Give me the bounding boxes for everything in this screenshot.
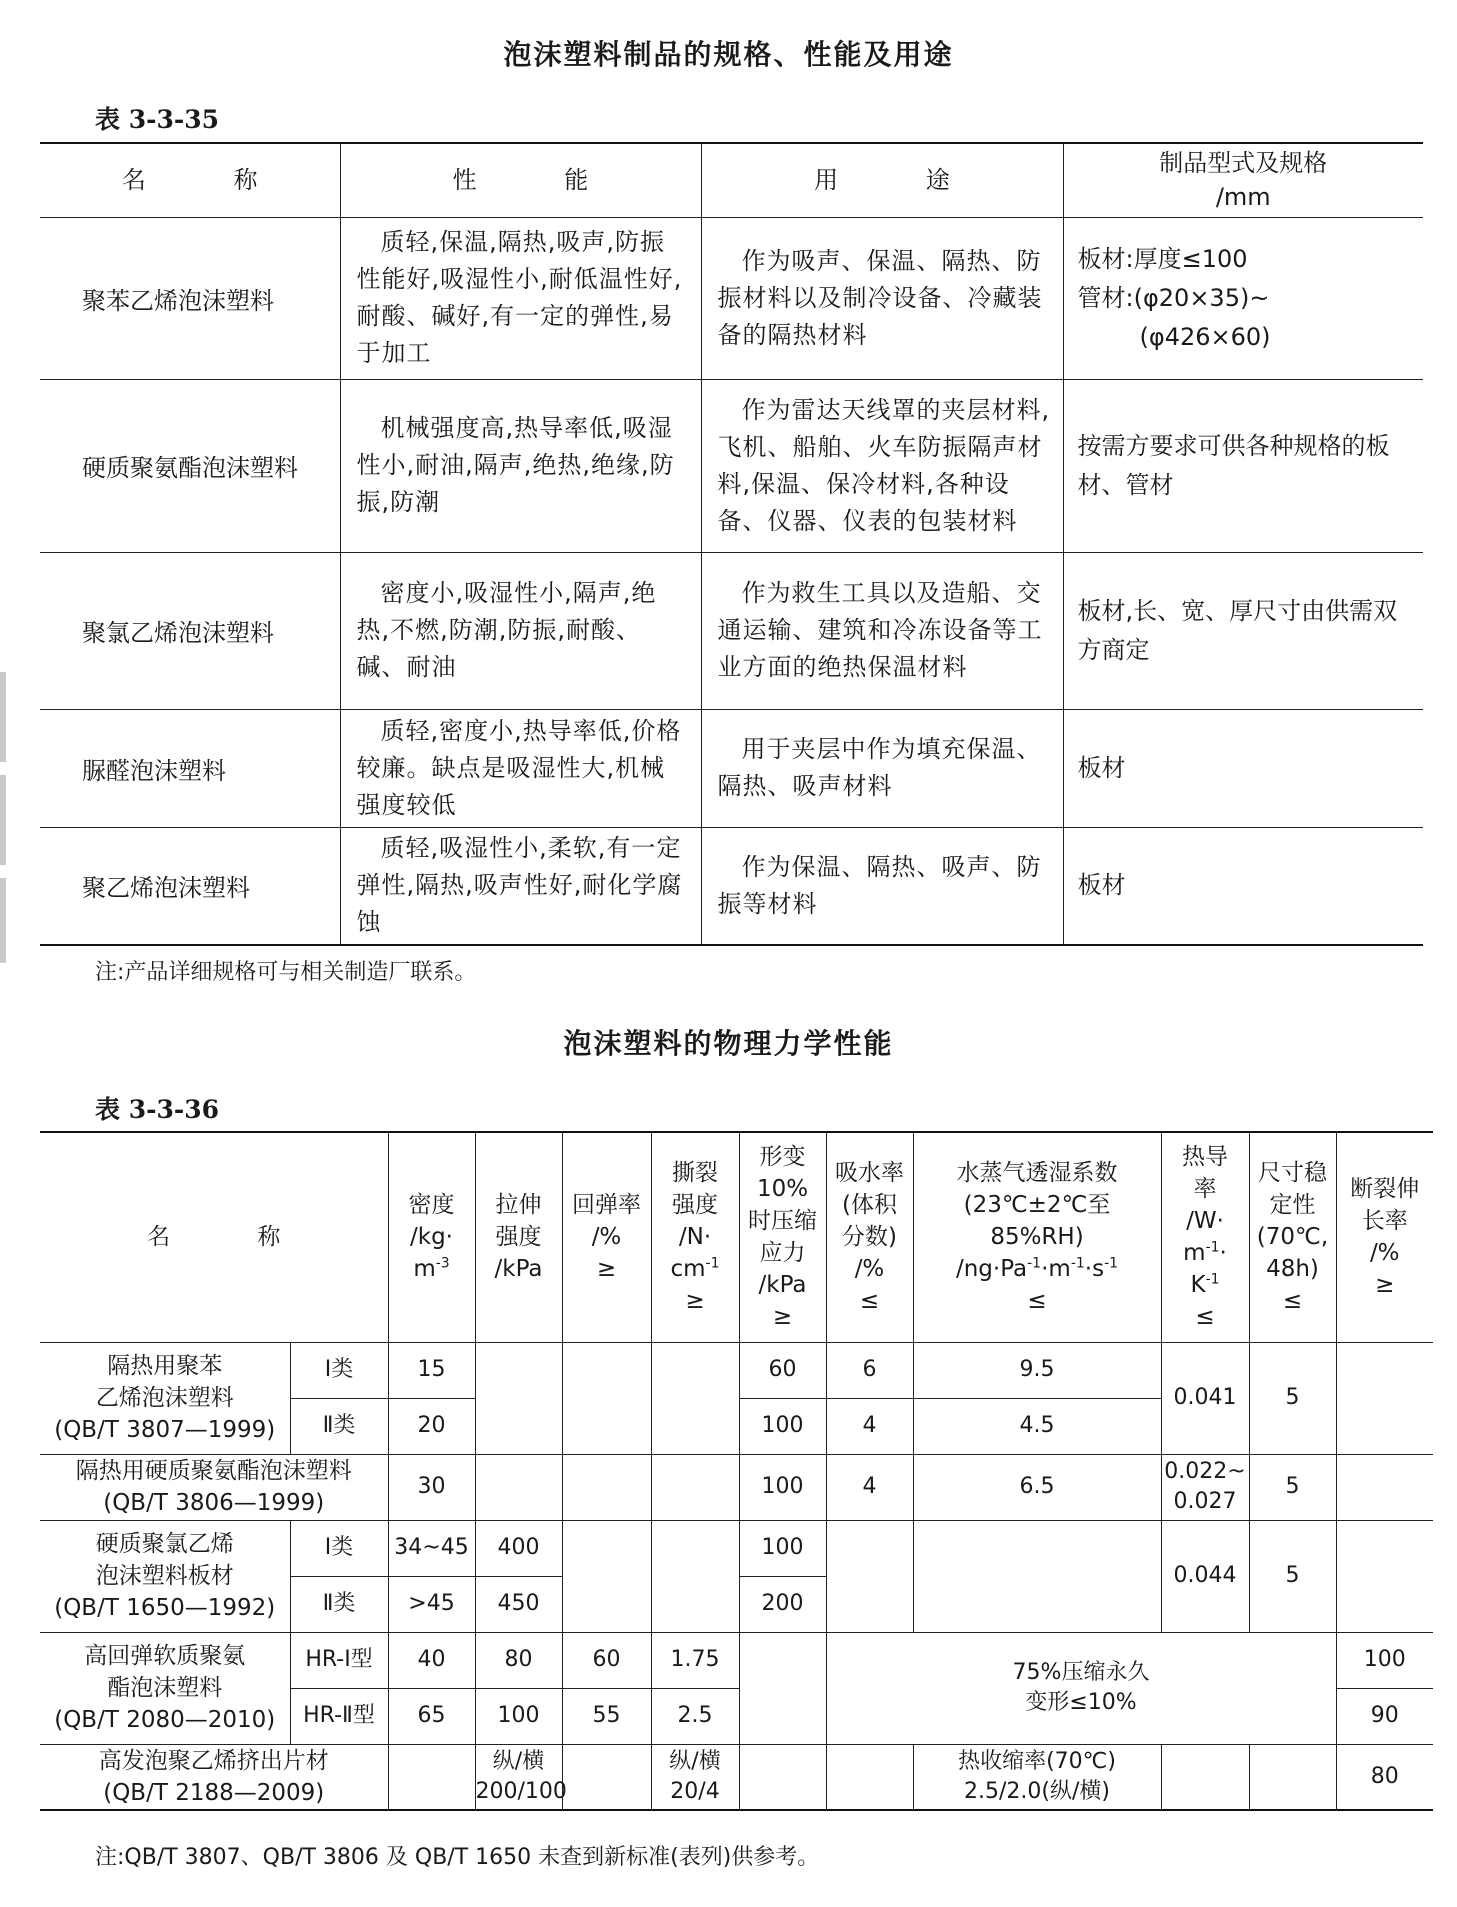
- cell-vapor: 6.5: [913, 1454, 1161, 1520]
- name-line: (QB/T 2080—2010): [54, 1707, 276, 1733]
- cell-line: 0.027: [1173, 1489, 1237, 1514]
- name-line: 泡沫塑料板材: [95, 1563, 234, 1589]
- section1-title: 泡沫塑料制品的规格、性能及用途: [503, 38, 954, 71]
- cell-class: HR-Ⅱ型: [290, 1688, 388, 1744]
- header-line: 断裂伸: [1350, 1176, 1420, 1203]
- header-exponent: -3: [435, 1255, 450, 1272]
- header-line: ≤: [859, 1288, 880, 1315]
- header-line: ≤: [1195, 1304, 1215, 1331]
- header-rebound: [562, 1132, 651, 1342]
- cell-compress: 60: [739, 1342, 826, 1398]
- header-line: /kg·: [410, 1224, 453, 1251]
- cell-tear: 2.5: [651, 1688, 739, 1744]
- header-exponent: -1: [1205, 1271, 1220, 1288]
- cell-thermal: [1161, 1454, 1249, 1520]
- cell-compress: 200: [739, 1576, 826, 1632]
- row-name-eps: [40, 1342, 290, 1454]
- table-header-row: [40, 1132, 1433, 1342]
- cell-compress: 100: [739, 1520, 826, 1576]
- cell-elongation: 90: [1336, 1688, 1433, 1744]
- header-line: 率: [1193, 1176, 1217, 1203]
- cell-line: 20/4: [670, 1778, 720, 1804]
- header-line: /%: [591, 1224, 622, 1251]
- cell-density: 15: [388, 1342, 475, 1398]
- row-spec: 按需方要求可供各种规格的板材、管材: [1063, 379, 1423, 552]
- cell-rebound: [562, 1744, 651, 1810]
- header-line: 长率: [1361, 1208, 1408, 1235]
- header-vapor: [913, 1132, 1161, 1342]
- header-line: 撕裂: [672, 1160, 718, 1187]
- row-name: 聚苯乙烯泡沫塑料: [40, 217, 340, 379]
- cell-stability: 5: [1249, 1454, 1336, 1520]
- cell-line: 75%压缩永久: [1012, 1660, 1150, 1685]
- row-spec: 板材,长、宽、厚尺寸由供需双方商定: [1063, 552, 1423, 709]
- spec-line: 管材:(φ20×35)~: [1077, 283, 1270, 312]
- row-use: 作为吸声、保温、隔热、防振材料以及制冷设备、冷藏装备的隔热材料: [701, 217, 1063, 379]
- header-exponent: -1: [1070, 1255, 1085, 1272]
- row-name-pu: [40, 1454, 388, 1520]
- name-line: 高发泡聚乙烯挤出片材: [98, 1747, 329, 1774]
- row-spec: [1063, 217, 1423, 379]
- header-line: /kPa: [758, 1272, 807, 1299]
- header-thermal: [1161, 1132, 1249, 1342]
- cell-line: 热收缩率(70℃): [958, 1748, 1116, 1774]
- name-line: 硬质聚氯乙烯: [95, 1531, 234, 1557]
- header-line: ≤: [1282, 1288, 1303, 1315]
- header-line: ≥: [1375, 1272, 1395, 1299]
- row-name-hr: [40, 1632, 290, 1744]
- table-row: [40, 217, 1423, 379]
- cell-compress: [739, 1744, 826, 1810]
- header-exponent: -1: [1205, 1239, 1220, 1256]
- cell-elongation: [1336, 1342, 1433, 1454]
- cell-water: 6: [826, 1342, 913, 1398]
- cell-density: 30: [388, 1454, 475, 1520]
- header-line: ≥: [596, 1256, 617, 1283]
- cell-vapor: 4.5: [913, 1398, 1161, 1454]
- table-row: [40, 379, 1423, 552]
- header-name: 名 称: [40, 143, 340, 217]
- header-line: /%: [1369, 1240, 1400, 1267]
- table-header-row: [40, 143, 1423, 217]
- name-line: (QB/T 3807—1999): [54, 1417, 276, 1443]
- header-line: 应力: [759, 1240, 806, 1267]
- cell-compression-set: [826, 1632, 1336, 1744]
- cell-tensile: 450: [475, 1576, 562, 1632]
- header-tensile: [475, 1132, 562, 1342]
- cell-rebound: [562, 1342, 651, 1454]
- header-line: 拉伸: [495, 1192, 542, 1219]
- table1-note: 注:产品详细规格可与相关制造厂联系。: [95, 960, 477, 985]
- physical-properties-table: [40, 1131, 1433, 1811]
- cell-elongation: [1336, 1454, 1433, 1520]
- cell-tensile: 100: [475, 1688, 562, 1744]
- row-spec: 板材: [1063, 827, 1423, 945]
- table-row: [40, 1342, 1433, 1398]
- header-text: cm: [670, 1256, 706, 1283]
- cell-elongation: 100: [1336, 1632, 1433, 1688]
- row-name-pe: [40, 1744, 388, 1810]
- cell-rebound: 55: [562, 1688, 651, 1744]
- header-line: [652, 1253, 739, 1285]
- header-line: 强度: [672, 1192, 718, 1219]
- name-line: 隔热用硬质聚氨酯泡沫塑料: [75, 1458, 352, 1484]
- header-line: [1162, 1269, 1249, 1301]
- header-text: ·m: [1041, 1256, 1071, 1283]
- cell-stability: [1249, 1744, 1336, 1810]
- name-line: (QB/T 3806—1999): [103, 1490, 325, 1516]
- header-tear: [651, 1132, 739, 1342]
- header-use: 用 途: [701, 143, 1063, 217]
- header-line: (体积: [842, 1192, 897, 1219]
- header-exponent: -1: [1104, 1255, 1119, 1272]
- spec-line: 板材:厚度≤100: [1077, 244, 1248, 273]
- cell-rebound: 60: [562, 1632, 651, 1688]
- cell-line: 200/100: [475, 1778, 567, 1804]
- header-line: [1162, 1237, 1249, 1269]
- cell-class: Ⅱ类: [290, 1576, 388, 1632]
- table-row: [40, 1632, 1433, 1688]
- table-row: [40, 552, 1423, 709]
- cell-tear: [651, 1520, 739, 1632]
- cell-rebound: [562, 1454, 651, 1520]
- row-performance: 质轻,保温,隔热,吸声,防振性能好,吸湿性小,耐低温性好,耐酸、碱好,有一定的弹性,易于加工: [340, 217, 701, 379]
- cell-line: 纵/横: [669, 1748, 721, 1774]
- cell-class: Ⅰ类: [290, 1520, 388, 1576]
- header-compress: [739, 1132, 826, 1342]
- row-use: 用于夹层中作为填充保温、隔热、吸声材料: [701, 709, 1063, 827]
- cell-tear: [651, 1342, 739, 1454]
- cell-tensile: [475, 1744, 567, 1810]
- cell-compress: 100: [739, 1398, 826, 1454]
- header-water: [826, 1132, 913, 1342]
- row-name: 聚乙烯泡沫塑料: [40, 827, 340, 945]
- header-line: 密度: [408, 1192, 455, 1219]
- header-line: 形变: [759, 1144, 806, 1171]
- spec-line: (φ426×60): [1139, 322, 1271, 351]
- row-performance: 质轻,密度小,热导率低,价格较廉。缺点是吸湿性大,机械强度较低: [340, 709, 701, 827]
- row-name-pvc: [40, 1520, 290, 1632]
- header-elongation: [1336, 1132, 1433, 1342]
- table2-note: 注:QB/T 3807、QB/T 3806 及 QB/T 1650 未查到新标准(表列)供参考。: [95, 1845, 820, 1870]
- cell-line: 2.5/2.0(纵/横): [964, 1778, 1110, 1804]
- header-line: [914, 1253, 1161, 1285]
- cell-tensile: [475, 1454, 562, 1520]
- name-line: (QB/T 1650—1992): [54, 1595, 276, 1621]
- cell-line: 变形≤10%: [1025, 1690, 1137, 1715]
- header-name: 名 称: [40, 1132, 388, 1342]
- header-line: 吸水率: [835, 1160, 904, 1187]
- table-row: [40, 827, 1423, 945]
- table-row: [40, 709, 1423, 827]
- table-row: [40, 1520, 1433, 1576]
- cell-stability: 5: [1249, 1520, 1336, 1632]
- cell-tensile: [475, 1342, 562, 1454]
- row-name: 脲醛泡沫塑料: [40, 709, 340, 827]
- header-spec: [1063, 143, 1423, 217]
- cell-vapor: [913, 1744, 1161, 1810]
- header-line: 85%RH): [990, 1224, 1084, 1251]
- cell-stability: 5: [1249, 1342, 1336, 1454]
- header-exponent: -1: [705, 1255, 720, 1272]
- cell-density: 40: [388, 1632, 475, 1688]
- table-row: [40, 1454, 1433, 1520]
- cell-tear: [651, 1744, 739, 1810]
- cell-thermal: 0.044: [1161, 1520, 1249, 1632]
- header-exponent: -1: [1027, 1255, 1042, 1272]
- header-text: m: [1183, 1240, 1206, 1267]
- header-line: [389, 1253, 475, 1285]
- cell-thermal: 0.041: [1161, 1342, 1249, 1454]
- header-line: 水蒸气透湿系数: [956, 1160, 1118, 1187]
- row-performance: 机械强度高,热导率低,吸湿性小,耐油,隔声,绝热,绝缘,防振,防潮: [340, 379, 701, 552]
- header-line: /N·: [678, 1224, 712, 1251]
- cell-compress: [739, 1632, 826, 1744]
- header-line: ≥: [685, 1288, 705, 1315]
- cell-line: 0.022~: [1164, 1459, 1246, 1484]
- header-spec-line: 制品型式及规格: [1159, 149, 1328, 178]
- table-label-3-3-36: 表 3-3-36: [95, 1095, 220, 1124]
- cell-thermal: [1161, 1744, 1249, 1810]
- row-spec: 板材: [1063, 709, 1423, 827]
- header-text: /ng·Pa: [955, 1256, 1028, 1283]
- spec-table: [40, 142, 1423, 946]
- header-text: ·: [1219, 1240, 1227, 1267]
- cell-density: 65: [388, 1688, 475, 1744]
- header-line: 48h): [1266, 1256, 1319, 1283]
- left-edge-strip: [0, 775, 6, 865]
- header-spec-unit: /mm: [1215, 183, 1271, 212]
- row-use: 作为雷达天线罩的夹层材料,飞机、船舶、火车防振隔声材料,保温、保冷材料,各种设备、仪器、仪表的包装材料: [701, 379, 1063, 552]
- cell-density: 20: [388, 1398, 475, 1454]
- header-line: 定性: [1269, 1192, 1316, 1219]
- row-performance: 质轻,吸湿性小,柔软,有一定弹性,隔热,吸声性好,耐化学腐蚀: [340, 827, 701, 945]
- row-use: 作为救生工具以及造船、交通运输、建筑和冷冻设备等工业方面的绝热保温材料: [701, 552, 1063, 709]
- header-text: K: [1190, 1272, 1206, 1299]
- header-line: 强度: [495, 1224, 542, 1251]
- cell-class: Ⅰ类: [290, 1342, 388, 1398]
- cell-compress: 100: [739, 1454, 826, 1520]
- header-line: 回弹率: [572, 1192, 641, 1219]
- cell-water: [826, 1744, 913, 1810]
- header-line: 尺寸稳: [1258, 1160, 1327, 1187]
- cell-density: [388, 1744, 475, 1810]
- header-line: 10%: [756, 1176, 809, 1203]
- header-line: 时压缩: [748, 1208, 817, 1235]
- left-edge-strip: [0, 878, 6, 963]
- header-performance: 性 能: [340, 143, 701, 217]
- header-line: /kPa: [494, 1256, 543, 1283]
- name-line: (QB/T 2188—2009): [103, 1779, 325, 1806]
- cell-vapor: 9.5: [913, 1342, 1161, 1398]
- cell-water: 4: [826, 1398, 913, 1454]
- cell-class: HR-Ⅰ型: [290, 1632, 388, 1688]
- header-line: (70℃,: [1256, 1224, 1329, 1251]
- header-text: m: [413, 1256, 436, 1283]
- header-line: ≥: [772, 1304, 793, 1331]
- name-line: 高回弹软质聚氨: [84, 1643, 246, 1669]
- cell-density: >45: [388, 1576, 475, 1632]
- header-density: [388, 1132, 475, 1342]
- cell-density: 34~45: [388, 1520, 475, 1576]
- cell-line: 纵/横: [492, 1748, 545, 1774]
- name-line: 隔热用聚苯: [107, 1353, 223, 1379]
- header-line: 分数): [842, 1224, 897, 1251]
- table-label-3-3-35: 表 3-3-35: [95, 105, 220, 134]
- left-edge-strip: [0, 672, 6, 762]
- header-line: (23℃±2℃至: [963, 1192, 1111, 1219]
- header-line: 热导: [1182, 1144, 1228, 1171]
- cell-water: 4: [826, 1454, 913, 1520]
- cell-rebound: [562, 1520, 651, 1632]
- cell-tear: 1.75: [651, 1632, 739, 1688]
- cell-elongation: 80: [1336, 1744, 1433, 1810]
- section2-title: 泡沫塑料的物理力学性能: [563, 1027, 894, 1060]
- row-performance: 密度小,吸湿性小,隔声,绝热,不燃,防潮,防振,耐酸、碱、耐油: [340, 552, 701, 709]
- cell-tensile: 400: [475, 1520, 562, 1576]
- cell-tear: [651, 1454, 739, 1520]
- row-name: 硬质聚氨酯泡沫塑料: [40, 379, 340, 552]
- row-use: 作为保温、隔热、吸声、防振等材料: [701, 827, 1063, 945]
- name-line: 酯泡沫塑料: [107, 1675, 223, 1701]
- header-line: /%: [854, 1256, 885, 1283]
- name-line: 乙烯泡沫塑料: [95, 1385, 234, 1411]
- cell-tensile: 80: [475, 1632, 562, 1688]
- header-stability: [1249, 1132, 1336, 1342]
- table-row: [40, 1744, 1433, 1810]
- header-line: ≤: [1027, 1288, 1047, 1315]
- cell-vapor: [913, 1520, 1161, 1632]
- row-name: 聚氯乙烯泡沫塑料: [40, 552, 340, 709]
- header-line: /W·: [1186, 1208, 1224, 1235]
- cell-class: Ⅱ类: [290, 1398, 388, 1454]
- cell-water: [826, 1520, 913, 1632]
- cell-elongation: [1336, 1520, 1433, 1632]
- header-text: ·s: [1084, 1256, 1105, 1283]
